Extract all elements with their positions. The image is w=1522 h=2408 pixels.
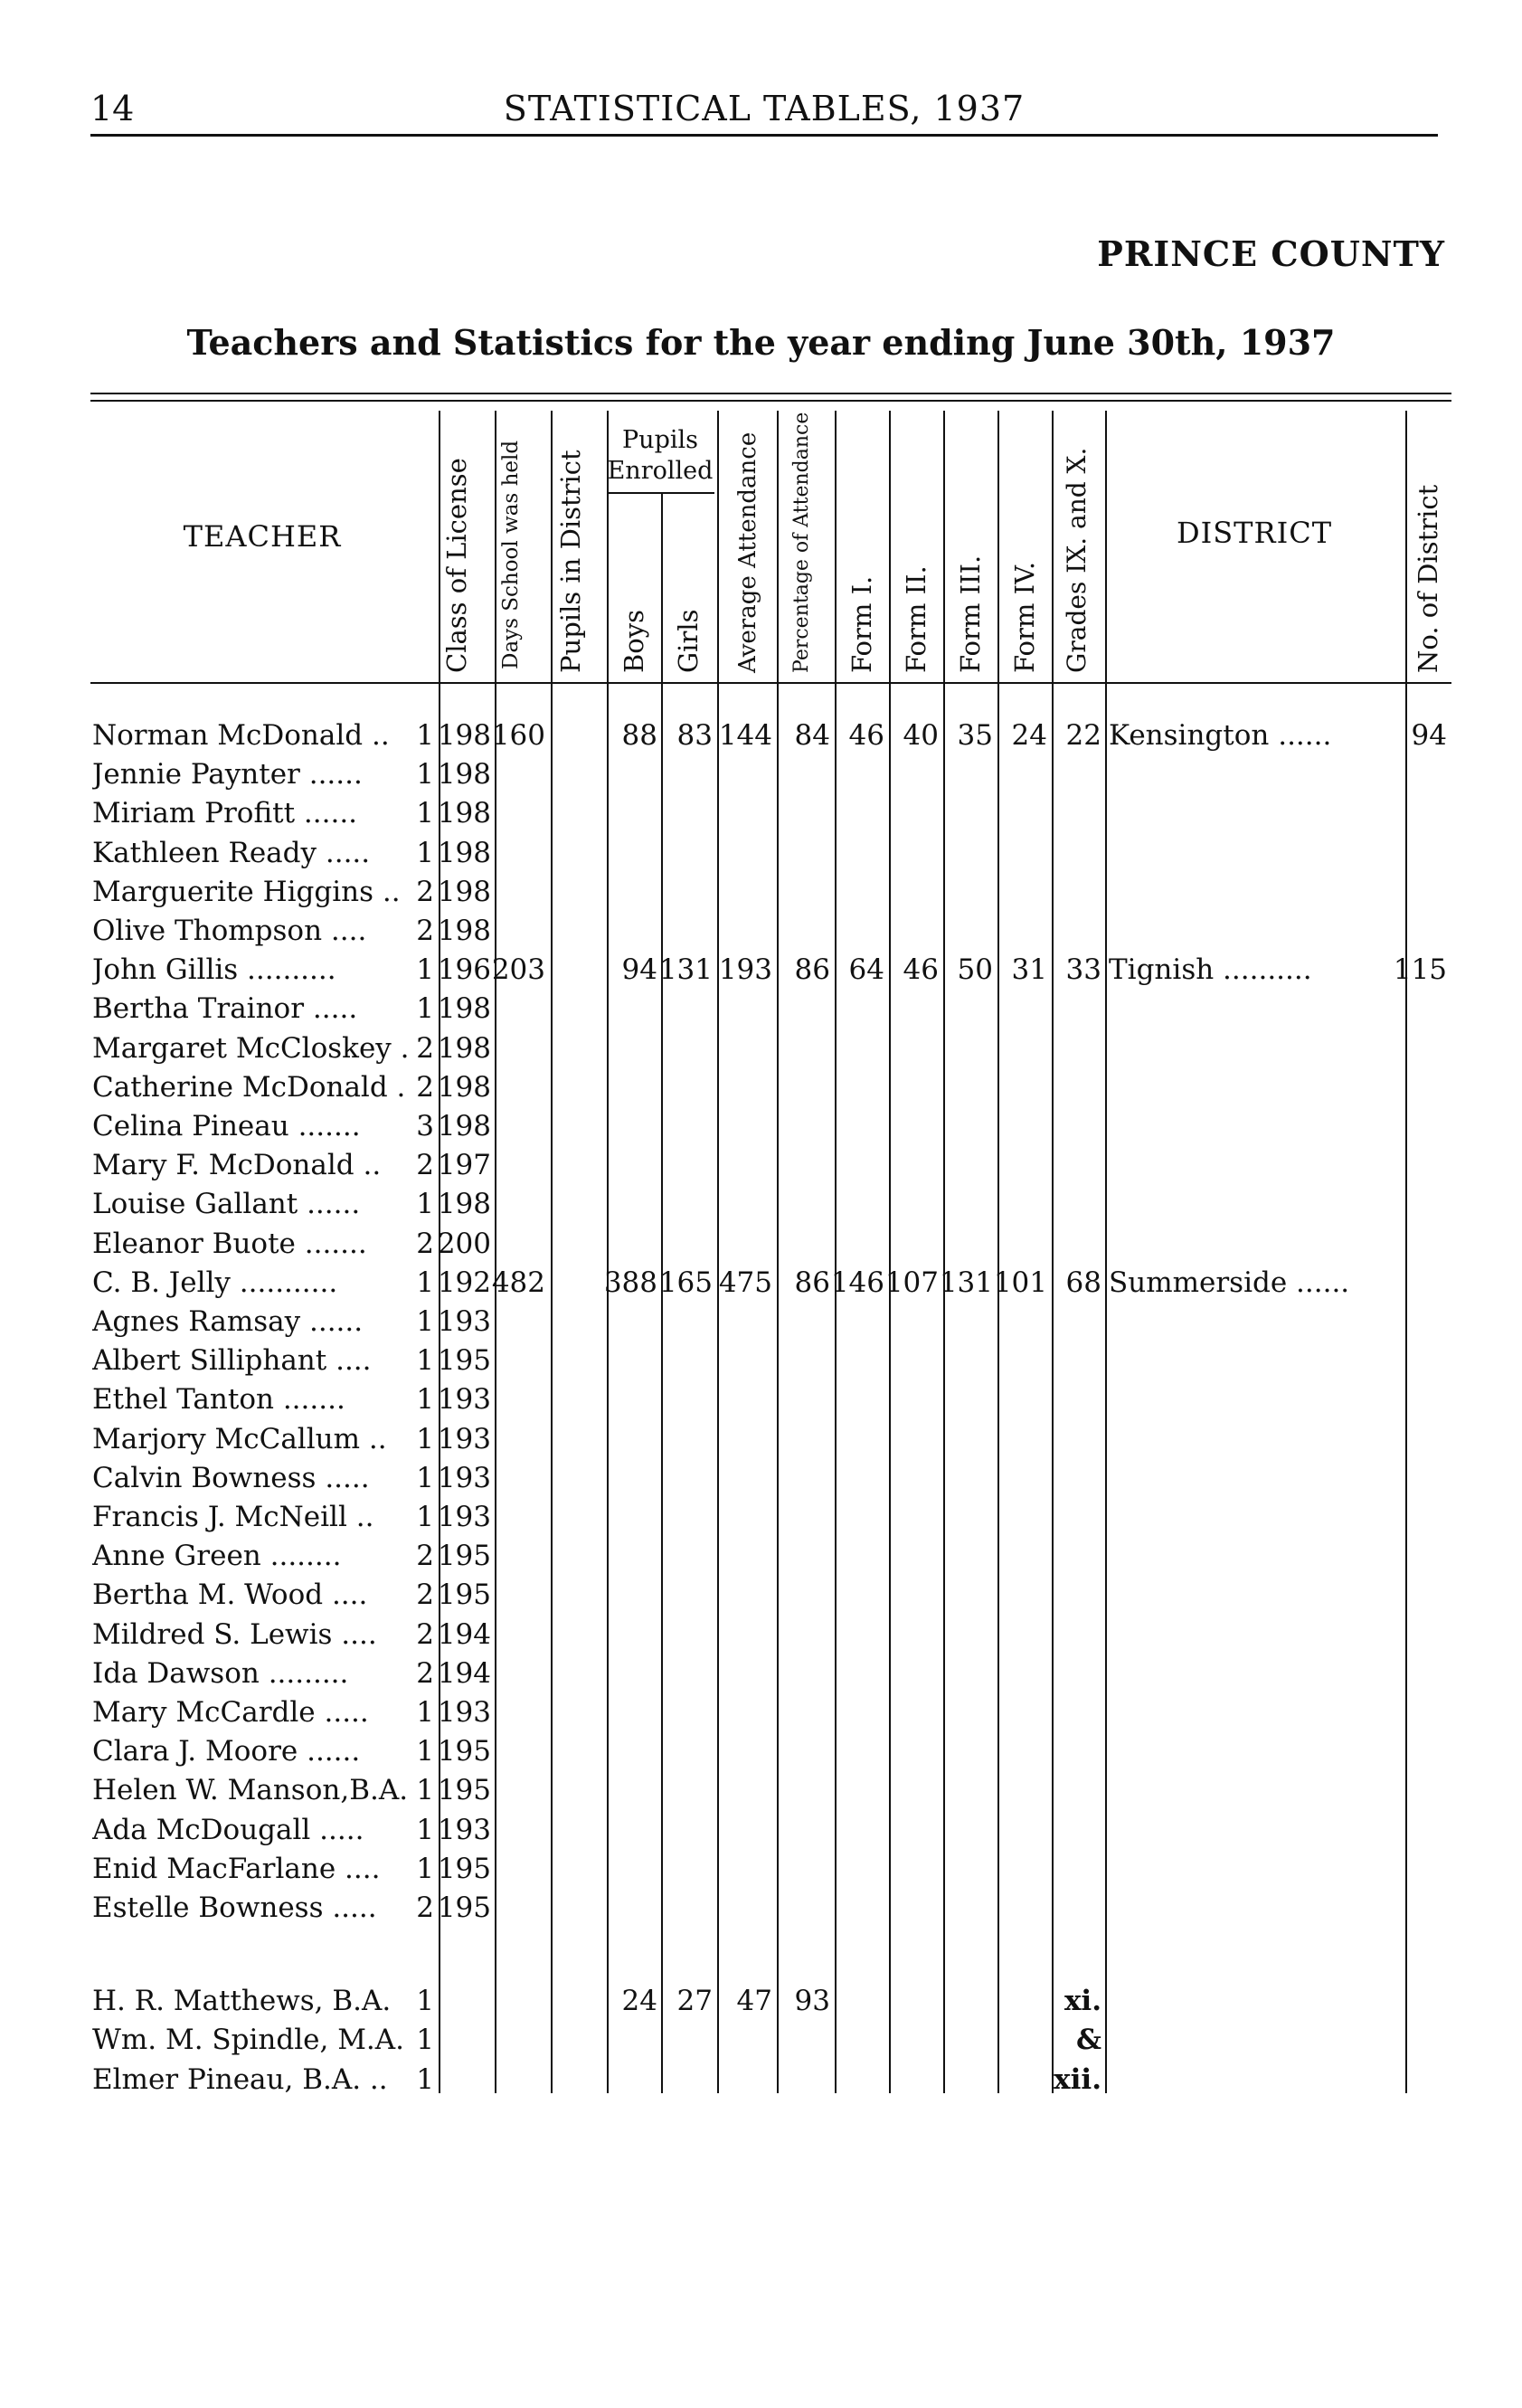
class-of-license: 2 (416, 1070, 434, 1104)
header-rule (90, 682, 1451, 684)
table-row (90, 755, 1451, 794)
pupils-in-district: 160 (491, 719, 545, 752)
table-row (90, 1654, 1451, 1693)
days-school-held: 198 (437, 915, 491, 947)
days-school-held: 193 (437, 1422, 491, 1455)
form-4: 24 (1011, 719, 1047, 752)
teacher-name: Clara J. Moore ...... (92, 1735, 361, 1768)
teacher-name: Eleanor Buote ....... (92, 1227, 367, 1260)
column-divider (607, 411, 609, 2093)
column-divider (439, 411, 440, 2093)
teacher-name: Marjory McCallum .. (92, 1422, 387, 1455)
header-days-school-held: Days School was held (499, 440, 523, 669)
table-row (90, 1107, 1451, 1146)
grades-9-10: xi. (1064, 1985, 1101, 2018)
days-school-held: 193 (437, 1813, 491, 1846)
table-row (90, 1185, 1451, 1224)
table-row (90, 2061, 1451, 2100)
days-school-held: 195 (437, 1578, 491, 1612)
table-row (90, 794, 1451, 833)
table-row (90, 2021, 1451, 2060)
teacher-name: Ida Dawson ......... (92, 1656, 349, 1690)
class-of-license: 2 (416, 1891, 434, 1924)
class-of-license: 1 (416, 1696, 434, 1729)
form-2: 46 (903, 953, 939, 987)
boys-enrolled: 24 (621, 1985, 657, 2018)
boys-enrolled: 388 (603, 1266, 657, 1299)
form-3: 50 (957, 953, 993, 987)
days-school-held: 193 (437, 1501, 491, 1533)
average-attendance: 47 (736, 1985, 772, 2018)
days-school-held: 194 (437, 1656, 491, 1690)
column-divider (551, 411, 553, 2093)
district-number: 94 (1411, 719, 1447, 752)
table-row (90, 990, 1451, 1029)
grades-9-10: 22 (1065, 719, 1101, 752)
header-form-2: Form II. (901, 565, 931, 673)
teacher-name: Wm. M. Spindle, M.A. (92, 2024, 405, 2057)
district-name: Tignish .......... (1109, 953, 1312, 987)
class-of-license: 1 (416, 1774, 434, 1807)
class-of-license: 2 (416, 875, 434, 908)
table-row (90, 1693, 1451, 1732)
class-of-license: 3 (416, 1110, 434, 1142)
table-row (90, 1498, 1451, 1537)
percentage-attendance: 84 (794, 719, 830, 752)
teacher-name: Enid MacFarlane .... (92, 1852, 381, 1885)
page-header (90, 83, 1438, 137)
days-school-held: 198 (437, 719, 491, 752)
class-of-license: 2 (416, 1578, 434, 1612)
header-class-of-license: Class of License (441, 458, 472, 673)
column-divider (495, 411, 496, 2093)
percentage-attendance: 86 (794, 953, 830, 987)
class-of-license: 1 (416, 1266, 434, 1299)
teacher-name: Calvin Bowness ..... (92, 1461, 370, 1494)
class-of-license: 1 (416, 1383, 434, 1417)
days-school-held: 193 (437, 1461, 491, 1494)
table-row (90, 1889, 1451, 1928)
table-row (90, 1341, 1451, 1380)
form-1: 64 (848, 953, 884, 987)
class-of-license: 1 (416, 1985, 434, 2018)
statistics-table (90, 393, 1451, 2096)
form-4: 31 (1011, 953, 1047, 987)
teacher-name: Marguerite Higgins .. (92, 875, 401, 908)
header-boys: Boys (619, 609, 649, 673)
class-of-license: 1 (416, 797, 434, 830)
girls-enrolled: 27 (676, 1985, 713, 2018)
days-school-held: 198 (437, 836, 491, 869)
class-of-license: 2 (416, 1656, 434, 1690)
teacher-name: H. R. Matthews, B.A. (92, 1985, 392, 2018)
girls-enrolled: 83 (676, 719, 713, 752)
table-row (90, 1459, 1451, 1498)
teacher-name: Ada McDougall ..... (92, 1813, 364, 1846)
boys-enrolled: 94 (621, 953, 657, 987)
running-title: STATISTICAL TABLES, 1937 (503, 89, 1026, 128)
form-3: 131 (939, 1266, 993, 1299)
teacher-name: Ethel Tanton ....... (92, 1383, 345, 1417)
header-percentage-of-attendance: Percentage of Attendance (790, 412, 813, 673)
district-number: 115 (1393, 953, 1447, 987)
class-of-license: 1 (416, 953, 434, 987)
days-school-held: 195 (437, 1735, 491, 1768)
days-school-held: 195 (437, 1852, 491, 1885)
teacher-name: Olive Thompson .... (92, 915, 367, 947)
header-district: DISTRICT (1176, 516, 1333, 550)
girls-enrolled: 131 (658, 953, 713, 987)
table-row (90, 834, 1451, 873)
class-of-license: 1 (416, 1813, 434, 1846)
class-of-license: 2 (416, 1540, 434, 1573)
class-of-license: 2 (416, 1031, 434, 1065)
column-divider (889, 411, 891, 2093)
table-row (90, 873, 1451, 912)
table-row (90, 1029, 1451, 1068)
class-of-license: 1 (416, 1461, 434, 1494)
grades-9-10: xii. (1054, 2062, 1101, 2096)
table-row (90, 1576, 1451, 1615)
table-row (90, 1771, 1451, 1810)
girls-enrolled: 165 (658, 1266, 713, 1299)
class-of-license: 1 (416, 2024, 434, 2057)
table-row (90, 1380, 1451, 1419)
days-school-held: 193 (437, 1305, 491, 1338)
average-attendance: 475 (718, 1266, 772, 1299)
header-grades-9-10: Grades IX. and X. (1062, 447, 1092, 673)
days-school-held: 198 (437, 758, 491, 792)
table-row (90, 1146, 1451, 1185)
teacher-name: Bertha Trainor ..... (92, 992, 358, 1026)
teacher-name: Kathleen Ready ..... (92, 836, 371, 869)
column-divider (717, 411, 719, 2093)
teacher-name: John Gillis .......... (92, 953, 336, 987)
table-row (90, 1616, 1451, 1654)
table-row (90, 1068, 1451, 1107)
days-school-held: 195 (437, 1891, 491, 1924)
column-divider (997, 411, 999, 2093)
teacher-name: Jennie Paynter ...... (92, 758, 363, 792)
table-row (90, 1811, 1451, 1850)
class-of-license: 1 (416, 1188, 434, 1221)
column-divider (777, 411, 779, 2093)
table-row (90, 951, 1451, 990)
class-of-license: 2 (416, 1149, 434, 1182)
teacher-name: Catherine McDonald . (92, 1070, 406, 1104)
county-heading: PRINCE COUNTY (1097, 233, 1445, 274)
grades-9-10: & (1076, 2024, 1101, 2057)
header-no-of-district: No. of District (1413, 484, 1443, 673)
teacher-name: Louise Gallant ...... (92, 1188, 361, 1221)
class-of-license: 1 (416, 836, 434, 869)
teacher-name: Francis J. McNeill .. (92, 1501, 374, 1533)
days-school-held: 193 (437, 1383, 491, 1417)
header-teacher: TEACHER (183, 519, 342, 554)
percentage-attendance: 93 (794, 1985, 830, 2018)
pupils-in-district: 203 (491, 953, 545, 987)
table-row (90, 1928, 1451, 1967)
teacher-name: Mary F. McDonald .. (92, 1149, 382, 1182)
teacher-name: Estelle Bowness ..... (92, 1891, 377, 1924)
header-girls: Girls (673, 609, 704, 673)
form-2: 40 (903, 719, 939, 752)
form-2: 107 (884, 1266, 939, 1299)
table-row (90, 716, 1451, 755)
teacher-name: Mildred S. Lewis .... (92, 1617, 377, 1651)
days-school-held: 192 (437, 1266, 491, 1299)
column-divider (1405, 411, 1407, 2093)
teacher-name: Bertha M. Wood .... (92, 1578, 368, 1612)
district-name: Summerside ...... (1109, 1266, 1350, 1299)
table-row (90, 1982, 1451, 2021)
class-of-license: 1 (416, 1344, 434, 1378)
column-divider (661, 492, 663, 2093)
days-school-held: 195 (437, 1540, 491, 1573)
average-attendance: 193 (718, 953, 772, 987)
percentage-attendance: 86 (794, 1266, 830, 1299)
form-1: 146 (830, 1266, 884, 1299)
days-school-held: 194 (437, 1617, 491, 1651)
class-of-license: 2 (416, 1617, 434, 1651)
days-school-held: 197 (437, 1149, 491, 1182)
days-school-held: 198 (437, 1110, 491, 1142)
header-pupils-enrolled: Pupils Enrolled (607, 426, 714, 485)
class-of-license: 1 (416, 992, 434, 1026)
grades-9-10: 33 (1065, 953, 1101, 987)
teacher-name: Mary McCardle ..... (92, 1696, 369, 1729)
days-school-held: 198 (437, 1070, 491, 1104)
table-row (90, 1225, 1451, 1264)
class-of-license: 1 (416, 1501, 434, 1533)
days-school-held: 195 (437, 1344, 491, 1378)
teacher-name: Helen W. Manson,B.A. (92, 1774, 409, 1807)
days-school-held: 193 (437, 1696, 491, 1729)
class-of-license: 1 (416, 719, 434, 752)
column-divider (943, 411, 945, 2093)
form-1: 46 (848, 719, 884, 752)
teacher-name: Agnes Ramsay ...... (92, 1305, 364, 1338)
pupils-in-district: 482 (491, 1266, 545, 1299)
column-divider (835, 411, 837, 2093)
teacher-name: Elmer Pineau, B.A. .. (92, 2062, 388, 2096)
district-name: Kensington ...... (1109, 719, 1332, 752)
teacher-name: Margaret McCloskey . (92, 1031, 410, 1065)
boys-enrolled: 88 (621, 719, 657, 752)
form-4: 101 (993, 1266, 1047, 1299)
class-of-license: 2 (416, 1227, 434, 1260)
teacher-name: Anne Green ........ (92, 1540, 342, 1573)
table-subtitle: Teachers and Statistics for the year ending June 30th, 1937 (186, 322, 1336, 363)
days-school-held: 198 (437, 992, 491, 1026)
class-of-license: 1 (416, 1305, 434, 1338)
teacher-name: Albert Silliphant .... (92, 1344, 372, 1378)
column-divider (1052, 411, 1054, 2093)
class-of-license: 1 (416, 1852, 434, 1885)
days-school-held: 198 (437, 797, 491, 830)
form-3: 35 (957, 719, 993, 752)
table-row (90, 1420, 1451, 1459)
table-row (90, 1537, 1451, 1576)
days-school-held: 196 (437, 953, 491, 987)
days-school-held: 200 (437, 1227, 491, 1260)
top-rule (90, 393, 1451, 394)
table-row (90, 912, 1451, 951)
table-row (90, 1264, 1451, 1303)
top-rule-double (90, 400, 1451, 402)
class-of-license: 2 (416, 915, 434, 947)
grades-9-10: 68 (1065, 1266, 1101, 1299)
table-row (90, 1850, 1451, 1889)
teacher-name: C. B. Jelly ........... (92, 1266, 338, 1299)
header-form-3: Form III. (955, 555, 986, 673)
days-school-held: 198 (437, 875, 491, 908)
days-school-held: 198 (437, 1031, 491, 1065)
days-school-held: 195 (437, 1774, 491, 1807)
column-divider (1105, 411, 1107, 2093)
class-of-license: 1 (416, 758, 434, 792)
header-average-attendance: Average Attendance (734, 431, 761, 673)
table-row (90, 1732, 1451, 1771)
header-pupils-in-district: Pupils in District (555, 450, 586, 673)
days-school-held: 198 (437, 1188, 491, 1221)
teacher-name: Miriam Profitt ...... (92, 797, 358, 830)
table-row (90, 1303, 1451, 1341)
class-of-license: 1 (416, 2062, 434, 2096)
teacher-name: Norman McDonald .. (92, 719, 390, 752)
teacher-name: Celina Pineau ....... (92, 1110, 361, 1142)
page-number: 14 (90, 89, 135, 128)
header-form-4: Form IV. (1009, 561, 1040, 673)
class-of-license: 1 (416, 1735, 434, 1768)
header-form-1: Form I. (846, 575, 877, 673)
class-of-license: 1 (416, 1422, 434, 1455)
average-attendance: 144 (718, 719, 772, 752)
